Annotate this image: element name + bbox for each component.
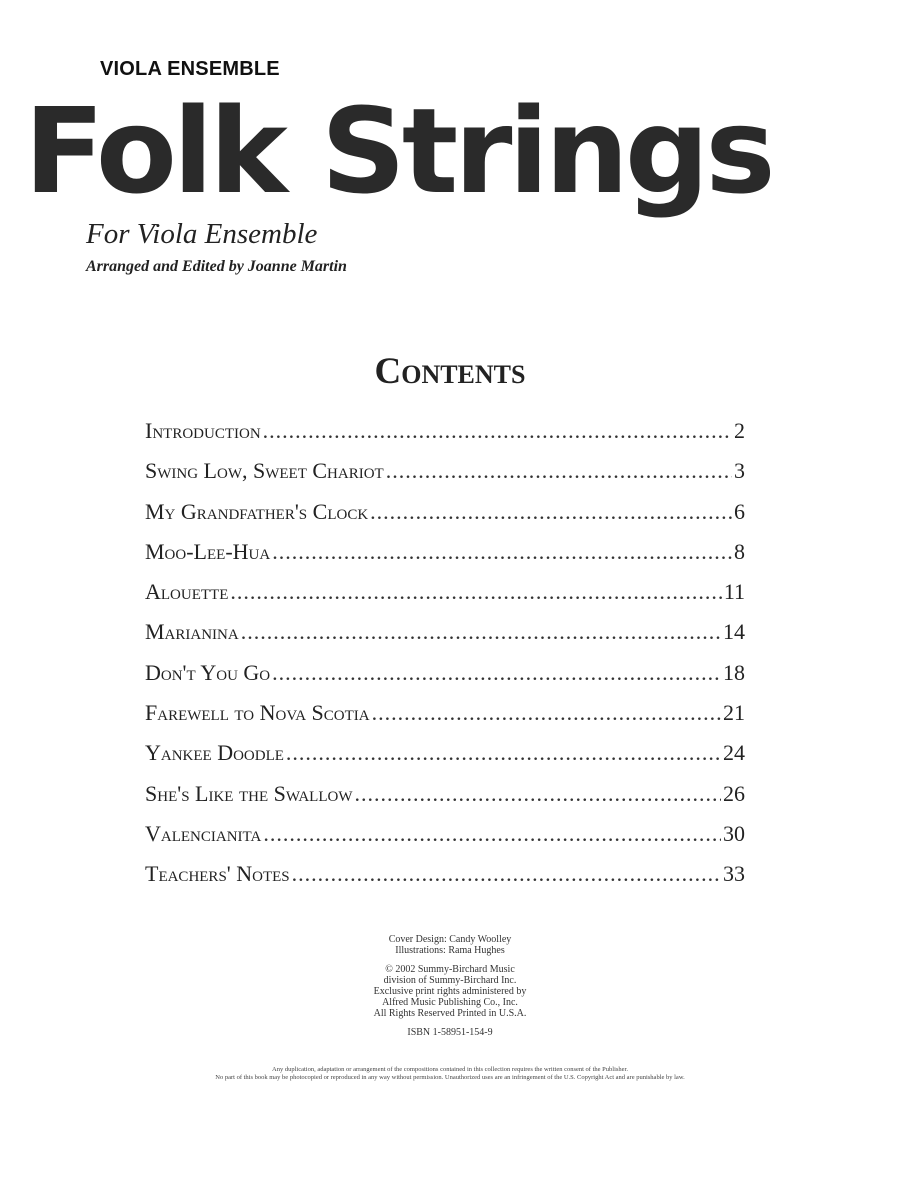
toc-entry-page: 2 [734,418,745,443]
rights-notice: Exclusive print rights administered by [373,986,527,997]
division-notice: division of Summy-Birchard Inc. [383,975,517,986]
toc-entry-page: 26 [723,780,745,806]
toc-entry-alouette[interactable] [145,579,745,619]
toc-entry-page: 6 [734,498,745,524]
dot-leader [292,861,721,887]
toc-entry-title: Yankee Doodle [145,740,284,766]
toc-entry-swing-low[interactable] [145,458,745,498]
toc-entry-title: She's Like the Swallow [145,780,353,806]
toc-entry-page: 3 [734,458,745,484]
toc-entry-swallow[interactable] [145,781,745,821]
toc-entry-yankee-doodle[interactable] [145,740,745,780]
toc-entry-title: Alouette [145,579,229,605]
table-of-contents [145,418,745,902]
dot-leader [370,499,732,525]
toc-entry-title: Valencianita [145,820,262,846]
toc-entry-marianina[interactable] [145,619,745,659]
dot-leader [355,781,721,807]
series-label: VIOLA ENSEMBLE [100,58,280,80]
dot-leader [272,539,732,565]
dot-leader [286,740,721,766]
toc-entry-page: 21 [723,700,745,726]
dot-leader [263,821,721,847]
toc-entry-introduction[interactable] [145,418,745,458]
book-subtitle: For Viola Ensemble [86,218,318,250]
toc-entry-page: 33 [723,861,745,887]
toc-entry-title: Teachers' Notes [145,861,290,887]
book-title: Folk Strings [24,82,772,220]
toc-entry-page: 24 [723,740,745,766]
toc-entry-title: Introduction [145,418,261,443]
toc-entry-title: Moo-Lee-Hua [145,538,271,564]
toc-entry-page: 8 [734,538,745,564]
isbn: ISBN 1-58951-154-9 [407,1027,493,1038]
toc-entry-grandfathers-clock[interactable] [145,499,745,539]
toc-entry-valencianita[interactable] [145,821,745,861]
toc-entry-dont-you-go[interactable] [145,660,745,700]
legal-line: No part of this book may be photocopied or reproduced in any way without permission. Unauthorized uses are an infringement of the U.S. Copyright Act and are punishable by law. [215,1074,685,1081]
toc-entry-page: 11 [723,579,745,605]
legal-notice [0,1066,900,1082]
dot-leader [272,660,721,686]
dot-leader [241,619,721,645]
dot-leader [386,458,732,484]
toc-entry-title: My Grandfather's Clock [145,498,369,524]
toc-entry-nova-scotia[interactable] [145,700,745,740]
toc-entry-teachers-notes[interactable] [145,861,745,901]
legal-line: Any duplication, adaptation or arrangement of the compositions contained in this collection requires the written consent of the Publisher. [272,1066,628,1073]
toc-entry-title: Farewell to Nova Scotia [145,700,370,726]
toc-entry-moo-lee-hua[interactable] [145,539,745,579]
illustrations-credit: Illustrations: Rama Hughes [395,945,505,956]
editor-credit: Arranged and Edited by Joanne Martin [86,258,347,275]
toc-entry-page: 30 [723,820,745,846]
dot-leader [263,418,732,444]
dot-leader [372,700,721,726]
publisher-name: Alfred Music Publishing Co., Inc. [382,997,518,1008]
toc-entry-page: 18 [723,659,745,685]
credits-block [0,934,900,1038]
toc-entry-page: 14 [723,619,745,645]
cover-design-credit: Cover Design: Candy Woolley [388,934,512,945]
toc-entry-title: Don't You Go [145,659,271,685]
toc-entry-title: Swing Low, Sweet Chariot [145,458,384,484]
reserved-notice: All Rights Reserved Printed in U.S.A. [373,1008,527,1019]
copyright-notice: © 2002 Summy-Birchard Music [385,964,515,975]
dot-leader [230,579,721,605]
contents-heading: Contents [374,351,526,392]
toc-entry-title: Marianina [145,619,239,645]
